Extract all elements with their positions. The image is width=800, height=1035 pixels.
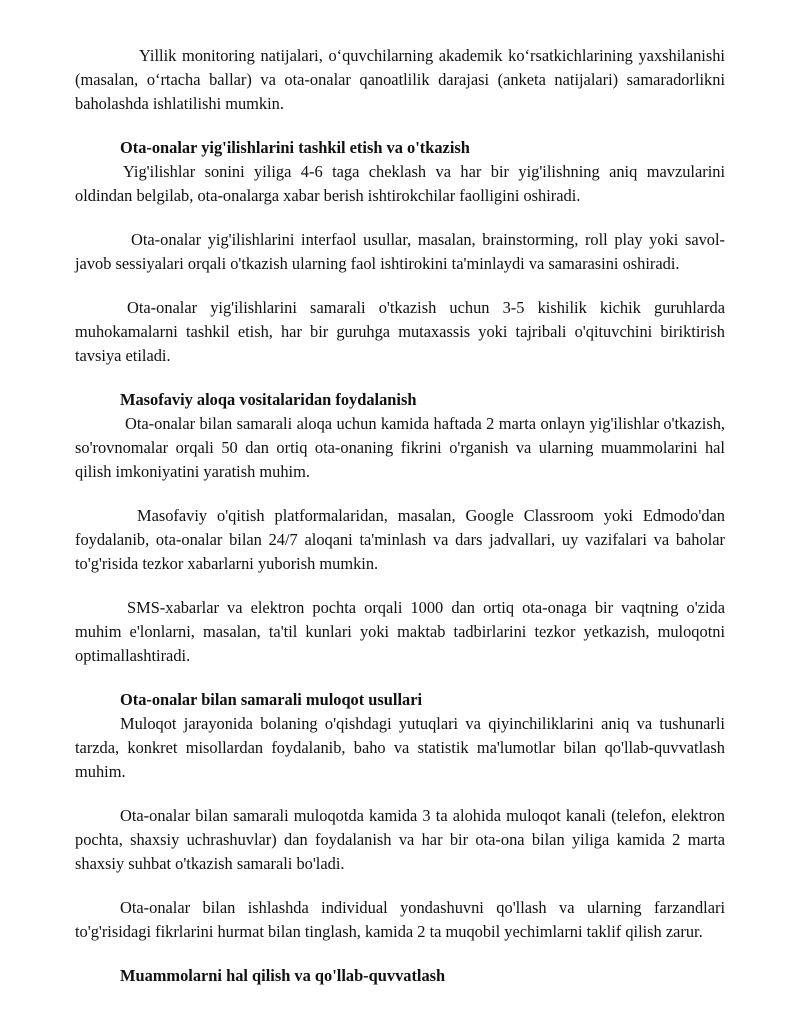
paragraph-communication-individual: Ota-onalar bilan ishlashda individual yondashuvni qo'llash va ularning farzandlari to'g'risidagi fikrlarini hurmat bilan tinglash, kamida 2 ta muqobil yechimlarni taklif qilish zarur. (75, 898, 725, 941)
paragraph-remote-sms: SMS-xabarlar va elektron pochta orqali 1000 dan ortiq ota-onaga bir vaqtning o'zida muhim e'lonlarni, masalan, ta'til kunlari yoki maktab tadbirlarini tezkor yetkazish, muloqotni optimallashtiradi. (75, 598, 725, 665)
heading-meetings: Ota-onalar yig'ilishlarini tashkil etish va o'tkazish (120, 138, 470, 157)
document-page (75, 44, 725, 988)
paragraph-communication-process: Muloqot jarayonida bolaning o'qishdagi yutuqlari va qiyinchiliklarini aniq va tushunarli tarzda, konkret misollardan foydalanib, baho va statistik ma'lumotlar bilan qo'llab-quvvatlash muhim. (75, 714, 725, 781)
heading-problem-solving: Muammolarni hal qilish va qo'llab-quvvatlash (120, 966, 446, 985)
paragraph-remote-online: Ota-onalar bilan samarali aloqa uchun kamida haftada 2 marta onlayn yig'ilishlar o'tkazish, so'rovnomalar orqali 50 dan ortiq ota-onaning fikrini o'rganish va ularning muammolarini hal qilish imkoniyatini yaratish muhim. (75, 414, 725, 481)
paragraph-communication-channels: Ota-onalar bilan samarali muloqotda kamida 3 ta alohida muloqot kanali (telefon, elektron pochta, shaxsiy uchrashuvlar) dan foydalanish va har bir ota-ona bilan yiliga kamida 2 marta shaxsiy suhbat o'tkazish samarali bo'ladi. (75, 806, 725, 873)
heading-communication: Ota-onalar bilan samarali muloqot usullari (120, 690, 423, 709)
paragraph-meetings-count: Yig'ilishlar sonini yiliga 4-6 taga cheklash va har bir yig'ilishning aniq mavzularini oldindan belgilab, ota-onalarga xabar berish ishtirokchilar faolligini oshiradi. (75, 162, 725, 205)
paragraph-meetings-interactive: Ota-onalar yig'ilishlarini interfaol usullar, masalan, brainstorming, roll play yoki savol-javob sessiyalari orqali o'tkazish ularning faol ishtirokini ta'minlaydi va samarasini oshiradi. (75, 230, 725, 273)
paragraph-meetings-groups: Ota-onalar yig'ilishlarini samarali o'tkazish uchun 3-5 kishilik kichik guruhlarda muhokamalarni tashkil etish, har bir guruhga mutaxassis yoki tajribali o'qituvchini biriktirish tavsiya etiladi. (75, 298, 725, 365)
paragraph-remote-platforms: Masofaviy o'qitish platformalaridan, masalan, Google Classroom yoki Edmodo'dan foydalanib, ota-onalar bilan 24/7 aloqani ta'minlash va dars jadvallari, uy vazifalari va baholar to'g'risida tezkor xabarlarni yuborish mumkin. (75, 506, 725, 573)
heading-remote: Masofaviy aloqa vositalaridan foydalanish (120, 390, 417, 409)
paragraph-monitoring: Yillik monitoring natijalari, o‘quvchilarning akademik ko‘rsatkichlarining yaxshilanishi (masalan, o‘rtacha ballar) va ota-onalar qanoatlilik darajasi (anketa natijalari) samaradorlikni baholashda ishlatilishi mumkin. (75, 46, 725, 113)
